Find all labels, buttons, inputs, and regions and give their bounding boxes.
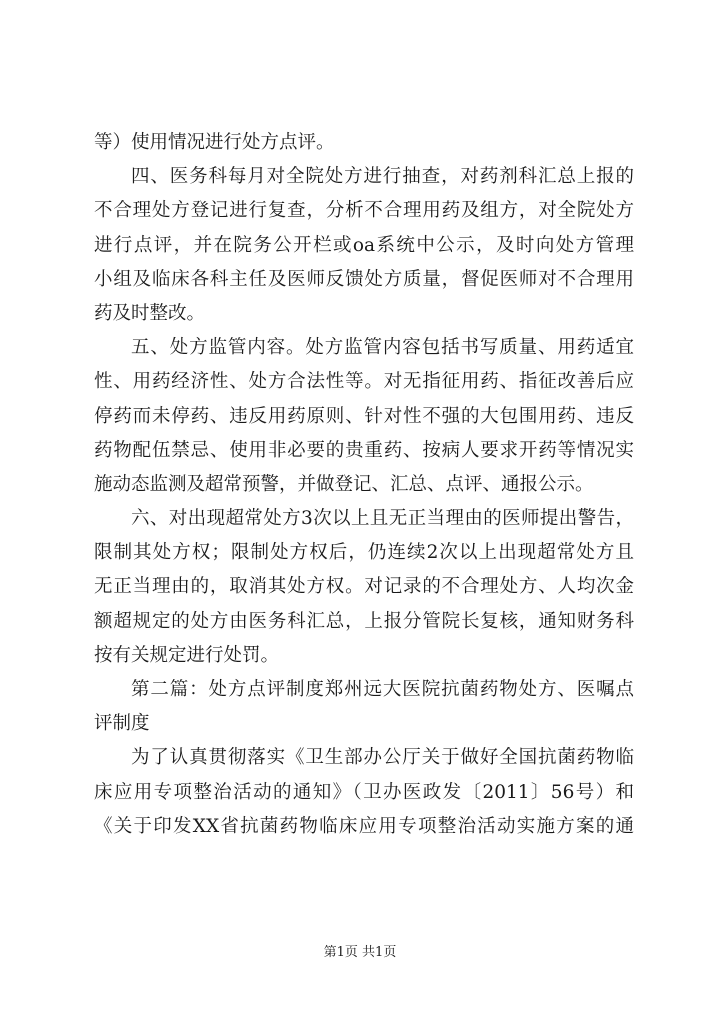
text-line: 无正当理由的，取消其处方权。对记录的不合理处方、人均次金 (94, 576, 634, 598)
text-line: 药及时整改。 (94, 302, 206, 324)
text-line: 为了认真贯彻落实《卫生部办公厅关于做好全国抗菌药物临 (131, 747, 634, 769)
paragraph (94, 126, 634, 160)
document-body (94, 126, 634, 844)
text-line: 五、处方监管内容。处方监管内容包括书写质量、用药适宜 (131, 337, 634, 359)
text-line: 四、医务科每月对全院处方进行抽查，对药剂科汇总上报的 (131, 166, 634, 188)
paragraph (94, 331, 634, 502)
paragraph (94, 502, 634, 673)
text-line: 床应用专项整治活动的通知》（卫办医政发〔2011〕56号）和 (94, 781, 634, 803)
text-line: 小组及临床各科主任及医师反馈处方质量，督促医师对不合理用 (94, 268, 634, 290)
text-line: 按有关规定进行处罚。 (94, 644, 280, 666)
text-line: 第二篇：处方点评制度郑州远大医院抗菌药物处方、医嘱点 (131, 679, 634, 700)
page-footer: 第1页 共1页 (323, 945, 397, 960)
text-line: 限制其处方权；限制处方权后，仍连续2次以上出现超常处方且 (94, 542, 634, 564)
text-line: 等）使用情况进行处方点评。 (94, 132, 335, 153)
text-line: 药物配伍禁忌、使用非必要的贵重药、按病人要求开药等情况实 (94, 439, 634, 461)
text-line: 不合理处方登记进行复查，分析不合理用药及组方，对全院处方 (94, 200, 634, 222)
text-line: 停药而未停药、违反用药原则、针对性不强的大包围用药、违反 (94, 405, 634, 427)
text-line: 施动态监测及超常预警，并做登记、汇总、点评、通报公示。 (94, 473, 594, 495)
text-line: 进行点评，并在院务公开栏或oa系统中公示，及时向处方管理 (94, 234, 634, 256)
text-line: 六、对出现超常处方3次以上且无正当理由的医师提出警告， (131, 508, 634, 530)
text-line: 评制度 (94, 713, 150, 735)
section-heading (94, 673, 634, 741)
text-line: 额超规定的处方由医务科汇总，上报分管院长复核，通知财务科 (94, 610, 634, 632)
text-line: 性、用药经济性、处方合法性等。对无指征用药、指征改善后应 (94, 371, 634, 393)
text-line: 《关于印发XX省抗菌药物临床应用专项整治活动实施方案的通 (94, 815, 634, 837)
paragraph (94, 160, 634, 331)
paragraph (94, 741, 634, 844)
